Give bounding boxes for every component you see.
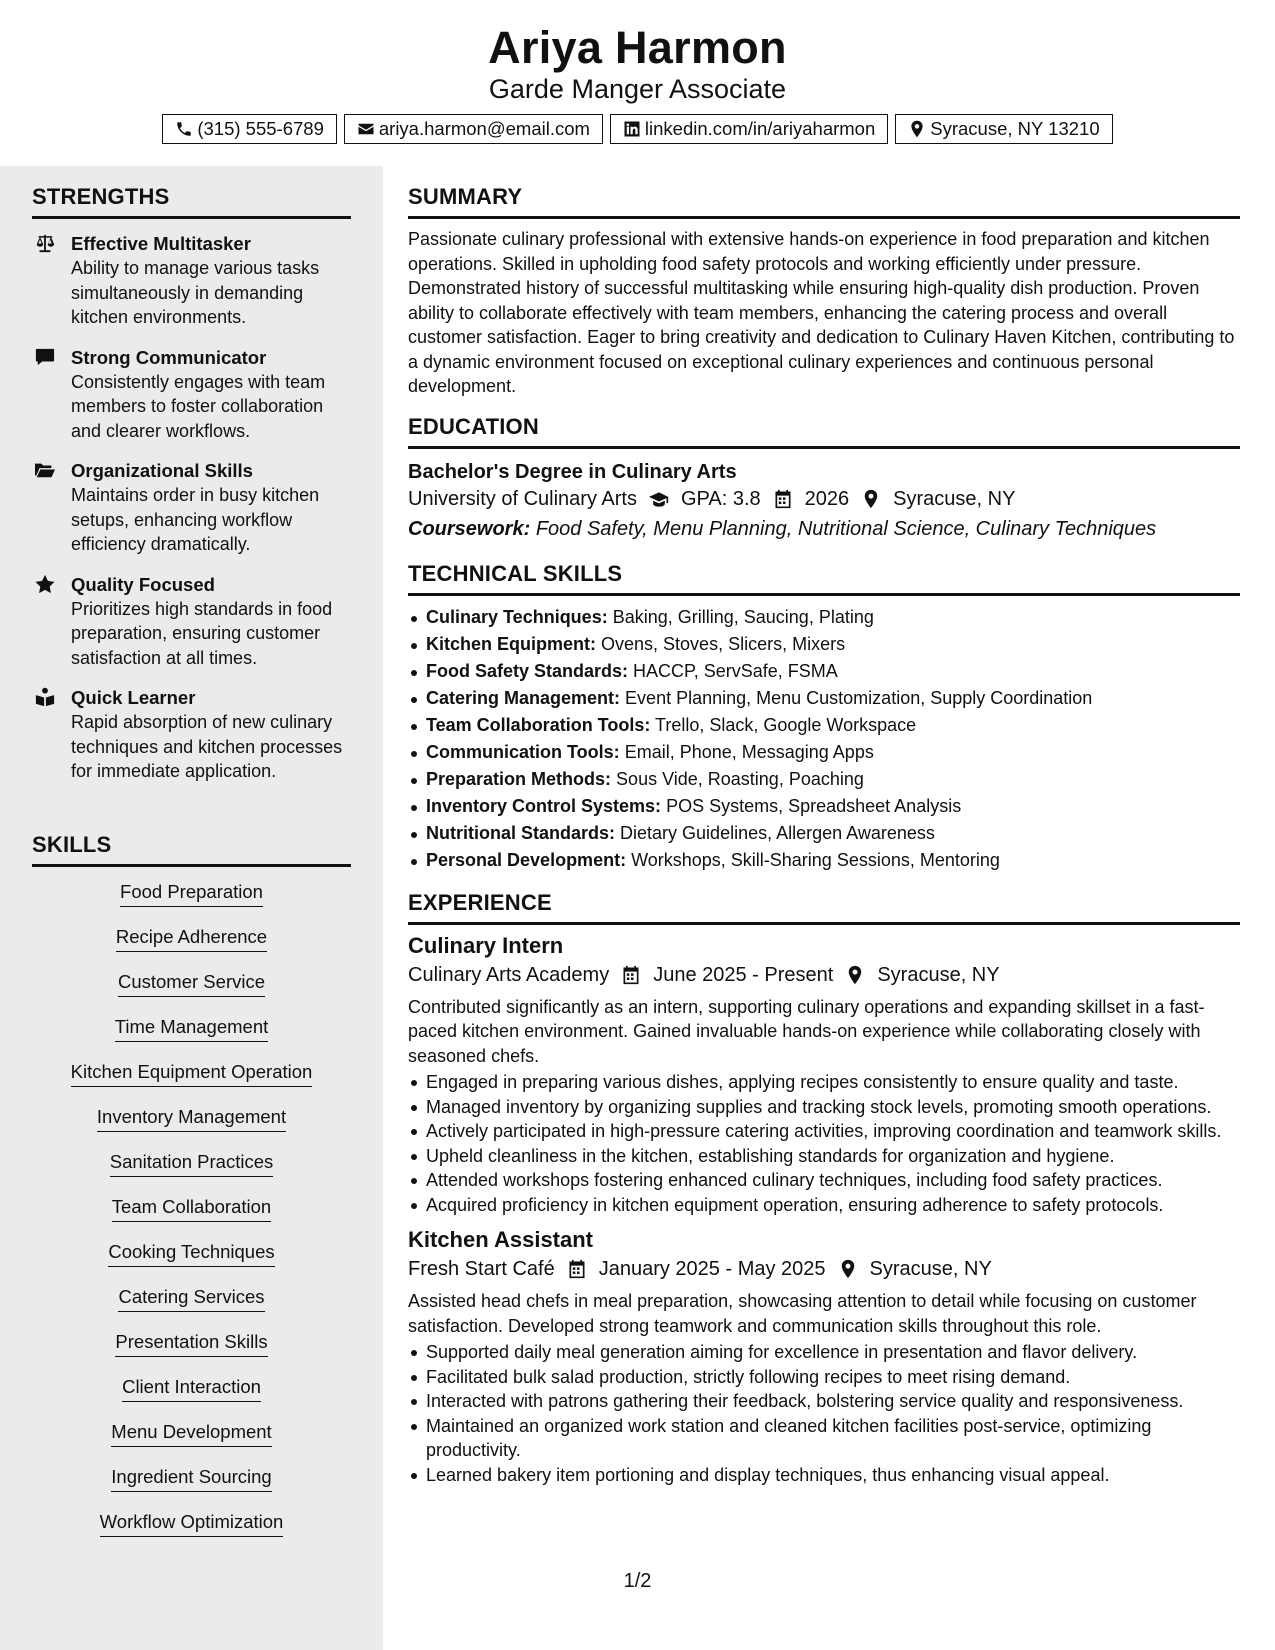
- skill-tag: Menu Development: [111, 1421, 271, 1447]
- education-section: [408, 414, 1240, 543]
- tech-skill-label: Personal Development:: [426, 849, 627, 870]
- job-title: Kitchen Assistant: [408, 1227, 594, 1252]
- book-reader-icon: [34, 687, 56, 707]
- strengths-heading: STRENGTHS: [32, 184, 351, 219]
- job-title: Culinary Intern: [408, 932, 564, 958]
- tech-skill-label: Team Collaboration Tools:: [426, 714, 651, 735]
- folder-open-icon: [34, 460, 56, 480]
- tech-skill-label: Catering Management:: [426, 687, 621, 708]
- summary-text: Passionate culinary professional with extensive hands-on experience in food preparation and kitchen operations. Skilled in upholding food safety protocols and working efficiently under pressure. Demonstrated history of successful multitasking while ensuring high-quality dish production. Proven ability to collaborate effectively with team members, enhancing the catering process and overall customer satisfaction. Eager to bring creativity and dedication to Culinary Haven Kitchen, contributing to a dynamic environment focused on exceptional culinary experiences and continuous personal development.: [408, 229, 1235, 396]
- coursework-line: [408, 515, 1240, 543]
- candidate-name: Ariya Harmon: [488, 22, 787, 73]
- main-column: [408, 166, 1240, 1650]
- summary-heading: SUMMARY: [408, 184, 1240, 219]
- strength-item: [32, 231, 351, 330]
- skill-tag: Kitchen Equipment Operation: [71, 1061, 313, 1087]
- list-item: Supported daily meal generation aiming for excellence in presentation and flavor delivery.: [408, 1340, 1240, 1365]
- job-meta: [408, 961, 1240, 989]
- tech-skill-label: Culinary Techniques:: [426, 606, 608, 627]
- strength-title: Quick Learner: [71, 687, 196, 708]
- experience-heading: EXPERIENCE: [408, 890, 1240, 925]
- strengths-section: [32, 184, 351, 799]
- job-dates: June 2025 - Present: [653, 963, 834, 986]
- list-item: [408, 820, 1240, 847]
- tech-skill-label: Preparation Methods:: [426, 768, 612, 789]
- strength-title: Quality Focused: [71, 573, 215, 595]
- strength-desc: Prioritizes high standards in food preparation, ensuring customer satisfaction at all times.: [71, 598, 333, 668]
- list-item: Interacted with patrons gathering their feedback, bolstering service quality and responsiveness.: [408, 1389, 1240, 1414]
- list-item: [408, 766, 1240, 793]
- skills-section: [32, 832, 351, 1556]
- coursework-label: Coursework:: [408, 517, 531, 540]
- list-item: Managed inventory by organizing supplies and tracking stock levels, promoting smooth operations.: [408, 1095, 1240, 1120]
- experience-section: [408, 890, 1240, 1488]
- skill-tag: Sanitation Practices: [110, 1151, 274, 1177]
- list-item: [408, 793, 1240, 820]
- sidebar: [0, 166, 383, 1650]
- contact-phone-text: (315) 555-6789: [197, 118, 324, 139]
- list-item: [408, 685, 1240, 712]
- contact-bar: [0, 114, 1275, 144]
- list-item: Maintained an organized work station and cleaned kitchen facilities post-service, optimizing productivity.: [408, 1414, 1240, 1463]
- skill-tag: Food Preparation: [120, 881, 263, 907]
- company-name: Fresh Start Café: [408, 1258, 555, 1280]
- strength-desc: Maintains order in busy kitchen setups, enhancing workflow efficiency dramatically.: [71, 485, 320, 554]
- gpa: GPA: 3.8: [680, 487, 761, 510]
- tech-skill-value: HACCP, ServSafe, FSMA: [633, 660, 838, 681]
- skill-tag: Customer Service: [118, 971, 265, 997]
- contact-email-text: ariya.harmon@email.com: [378, 118, 590, 139]
- linkedin-icon: [623, 120, 641, 138]
- list-item: [408, 712, 1240, 739]
- skills-list: [32, 881, 351, 1556]
- skill-tag: Client Interaction: [122, 1376, 261, 1402]
- map-pin-icon: [838, 1259, 858, 1279]
- job-dates: January 2025 - May 2025: [598, 1258, 826, 1280]
- job-location: Syracuse, NY: [877, 963, 1000, 986]
- strength-desc: Ability to manage various tasks simultaneously in demanding kitchen environments.: [71, 258, 320, 327]
- tech-skill-value: POS Systems, Spreadsheet Analysis: [666, 795, 962, 816]
- graduation-year: 2026: [804, 487, 850, 510]
- strength-item: [32, 685, 351, 784]
- technical-skills-section: [408, 561, 1240, 874]
- resume-header: [0, 0, 1275, 166]
- skill-tag: Inventory Management: [97, 1106, 286, 1132]
- skill-tag: Ingredient Sourcing: [111, 1466, 271, 1492]
- tech-skill-value: Email, Phone, Messaging Apps: [624, 741, 874, 762]
- job-bullets: [408, 1070, 1240, 1217]
- tech-skill-label: Communication Tools:: [426, 741, 620, 762]
- skill-tag: Cooking Techniques: [108, 1241, 274, 1267]
- education-heading: EDUCATION: [408, 414, 1240, 449]
- comment-icon: [34, 347, 56, 367]
- skill-tag: Team Collaboration: [112, 1196, 271, 1222]
- contact-location-text: Syracuse, NY 13210: [930, 118, 1100, 139]
- strength-title: Strong Communicator: [71, 346, 267, 368]
- tech-skill-label: Food Safety Standards:: [426, 660, 629, 681]
- list-item: Actively participated in high-pressure catering activities, improving coordination and teamwork skills.: [408, 1119, 1240, 1144]
- graduation-cap-icon: [649, 489, 669, 509]
- contact-email[interactable]: [344, 114, 603, 144]
- list-item: Engaged in preparing various dishes, applying recipes consistently to ensure quality and taste.: [408, 1070, 1240, 1095]
- contact-location: [895, 114, 1112, 144]
- strength-item: [32, 345, 351, 444]
- candidate-title: Garde Manger Associate: [488, 74, 787, 104]
- tech-skill-value: Ovens, Stoves, Slicers, Mixers: [601, 633, 846, 654]
- list-item: Acquired proficiency in kitchen equipment operation, ensuring adherence to safety protocols.: [408, 1193, 1240, 1218]
- tech-skill-value: Baking, Grilling, Saucing, Plating: [612, 606, 874, 627]
- school-name: University of Culinary Arts: [408, 487, 637, 510]
- job-entry: [408, 1225, 1240, 1487]
- company-name: Culinary Arts Academy: [408, 963, 610, 986]
- job-meta: [408, 1255, 1240, 1283]
- job-location: Syracuse, NY: [869, 1258, 992, 1280]
- job-entry: [408, 931, 1240, 1218]
- degree-title: Bachelor's Degree in Culinary Arts: [408, 460, 737, 483]
- strength-title: Effective Multitasker: [71, 233, 251, 254]
- education-meta: [408, 485, 1240, 513]
- map-pin-icon: [845, 965, 865, 985]
- page-number: 1/2: [623, 1570, 652, 1592]
- tech-skill-label: Nutritional Standards:: [426, 822, 616, 843]
- coursework-list: Food Safety, Menu Planning, Nutritional Science, Culinary Techniques: [535, 517, 1157, 540]
- strength-title: Organizational Skills: [71, 460, 253, 481]
- tech-skill-value: Event Planning, Menu Customization, Supply Coordination: [625, 687, 1093, 708]
- map-pin-icon: [908, 120, 926, 138]
- strength-desc: Consistently engages with team members to foster collaboration and clearer workflows.: [71, 371, 326, 441]
- job-description: Contributed significantly as an intern, supporting culinary operations and expanding skillset in a fast-paced kitchen environment. Gained invaluable hands-on experience while collaborating closely with seasoned chefs.: [408, 996, 1205, 1066]
- strength-item: [32, 458, 351, 557]
- list-item: Upheld cleanliness in the kitchen, establishing standards for organization and hygiene.: [408, 1144, 1240, 1169]
- skill-tag: Time Management: [115, 1016, 269, 1042]
- school-location: Syracuse, NY: [893, 487, 1016, 510]
- contact-linkedin-text: linkedin.com/in/ariyaharmon: [644, 118, 876, 139]
- calendar-icon: [567, 1259, 587, 1279]
- list-item: [408, 604, 1240, 631]
- tech-skill-value: Sous Vide, Roasting, Poaching: [616, 768, 864, 789]
- tech-skill-value: Dietary Guidelines, Allergen Awareness: [620, 822, 935, 843]
- calendar-icon: [773, 489, 793, 509]
- contact-linkedin[interactable]: [610, 114, 888, 144]
- tech-skill-label: Inventory Control Systems:: [426, 795, 662, 816]
- list-item: [408, 631, 1240, 658]
- skill-tag: Workflow Optimization: [100, 1511, 284, 1537]
- calendar-icon: [621, 965, 641, 985]
- map-pin-icon: [861, 489, 881, 509]
- list-item: Facilitated bulk salad production, strictly following recipes to meet rising demand.: [408, 1365, 1240, 1390]
- technical-skills-heading: TECHNICAL SKILLS: [408, 561, 1240, 596]
- summary-section: [408, 184, 1240, 399]
- technical-skills-list: [408, 604, 1240, 874]
- list-item: Learned bakery item portioning and display techniques, thus enhancing visual appeal.: [408, 1463, 1240, 1488]
- contact-phone[interactable]: [162, 114, 337, 144]
- list-item: [408, 847, 1240, 874]
- skill-tag: Catering Services: [118, 1286, 264, 1312]
- skill-tag: Recipe Adherence: [116, 926, 267, 952]
- list-item: Attended workshops fostering enhanced culinary techniques, including food safety practices.: [408, 1168, 1240, 1193]
- strength-desc: Rapid absorption of new culinary techniques and kitchen processes for immediate application.: [71, 712, 343, 781]
- tech-skill-label: Kitchen Equipment:: [426, 633, 596, 654]
- tech-skill-value: Workshops, Skill-Sharing Sessions, Mentoring: [631, 849, 1000, 870]
- list-item: [408, 739, 1240, 766]
- list-item: [408, 658, 1240, 685]
- skills-heading: SKILLS: [32, 832, 351, 867]
- skill-tag: Presentation Skills: [115, 1331, 267, 1357]
- envelope-icon: [357, 120, 375, 138]
- tech-skill-value: Trello, Slack, Google Workspace: [655, 714, 917, 735]
- strength-item: [32, 572, 351, 671]
- phone-icon: [175, 120, 193, 138]
- balance-scale-icon: [34, 233, 56, 253]
- star-icon: [34, 574, 56, 594]
- job-bullets: [408, 1340, 1240, 1487]
- job-description: Assisted head chefs in meal preparation, showcasing attention to detail while focusing on customer satisfaction. Developed strong teamwork and communication skills throughout this role.: [408, 1291, 1197, 1336]
